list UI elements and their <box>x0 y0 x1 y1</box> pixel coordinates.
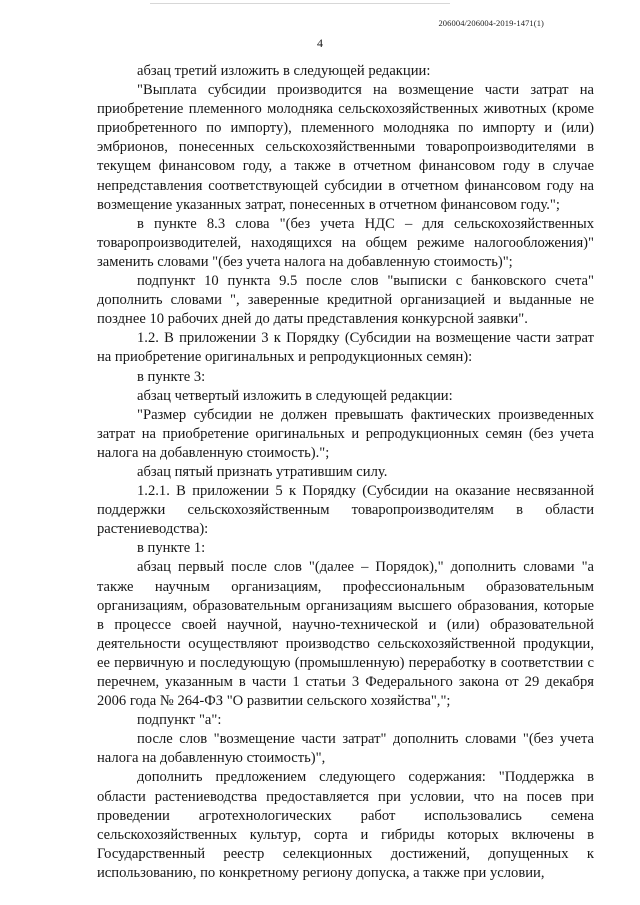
paragraph: "Размер субсидии не должен превышать фактических произведенных затрат на приобретение оригинальных и репродукционных семян (без учета налога на добавленную стоимость)."; <box>97 406 594 461</box>
document-body <box>97 62 594 883</box>
paragraph: после слов "возмещение части затрат" дополнить словами "(без учета налога на добавленную стоимость)", <box>97 731 594 767</box>
paragraph: в пункте 1: <box>137 540 206 557</box>
paragraph: в пункте 3: <box>137 368 206 385</box>
paragraph: абзац пятый признать утратившим силу. <box>137 463 388 480</box>
paragraph: абзац третий изложить в следующей редакции: <box>137 63 431 79</box>
paragraph: 1.2. В приложении 3 к Порядку (Субсидии на возмещение части затрат на приобретение оригинальных и репродукционных семян): <box>97 330 594 366</box>
document-id: 206004/206004-2019-1471(1) <box>438 18 544 28</box>
paragraph: в пункте 8.3 слова "(без учета НДС – для сельскохозяйственных товаропроизводителей, находящихся на общем режиме налогообложения)" заменить словами "(без учета налога на добавленную стоимость)"; <box>97 215 594 270</box>
page-number: 4 <box>317 36 323 50</box>
paragraph: абзац первый после слов "(далее – Порядок)," дополнить словами "а также научным организациям, профессиональным образовательным организациям, образовательным организациям высшего образования, которые в процессе своей научной, научно-технической и (или) образовательной деятельности осуществляют производство сельскохозяйственной продукции, ее первичную и последующую (промышленную) переработку в соответствии с перечнем, указанным в части 1 статьи 3 Федерального закона от 29 декабря 2006 года № 264-ФЗ "О развитии сельского хозяйства","; <box>97 559 594 710</box>
paragraph: подпункт "а": <box>137 712 222 729</box>
scan-artifact-line <box>150 0 450 4</box>
paragraph: 1.2.1. В приложении 5 к Порядку (Субсидии на оказание несвязанной поддержки сельскохозяйственным товаропроизводителям в области растениеводства): <box>97 483 594 538</box>
paragraph: дополнить предложением следующего содержания: "Поддержка в области растениеводства предоставляется при условии, что на посев при проведении агротехнологических работ использовались семена сельскохозяйственных культур, сорта и гибриды которых включены в Государственный реестр селекционных достижений, допущенных к использованию, по конкретному региону допуска, а также при условии, <box>97 769 594 881</box>
paragraph: подпункт 10 пункта 9.5 после слов "выписки с банковского счета" дополнить словами ", заверенные кредитной организацией и выданные не позднее 10 рабочих дней до даты представления конкурсной заявки". <box>97 273 594 328</box>
paragraph: абзац четвертый изложить в следующей редакции: <box>137 387 453 404</box>
paragraph: "Выплата субсидии производится на возмещение части затрат на приобретение племенного молодняка сельскохозяйственных животных (кроме приобретенного по импорту), племенного молодняка по импорту и (или) эмбрионов, понесенных сельскохозяйственными товаропроизводителями в текущем финансовом году, а также в отчетном финансовом году в случае непредставления соответствующей субсидии в отчетном финансовом году на возмещение указанных затрат, понесенных в отчетном финансовом году."; <box>97 82 594 213</box>
